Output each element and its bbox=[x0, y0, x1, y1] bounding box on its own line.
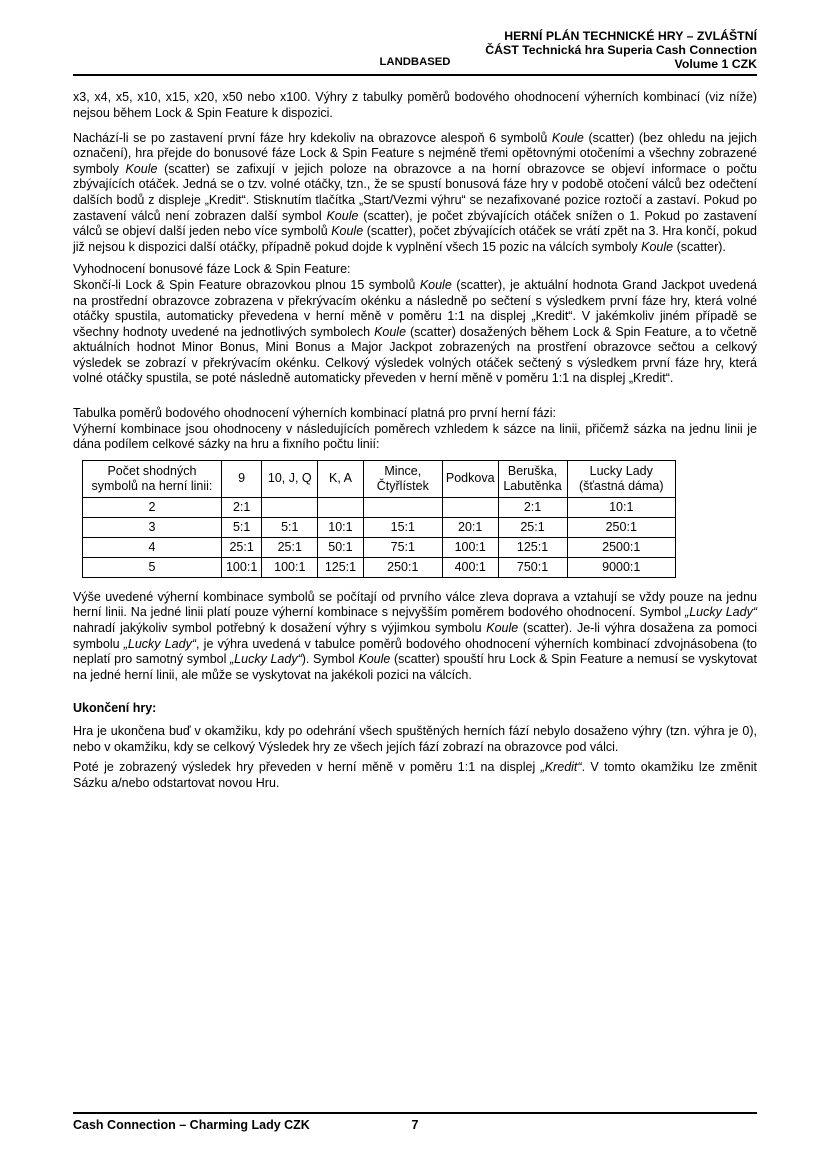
payout-table bbox=[82, 460, 676, 578]
table-header-cell: Podkova bbox=[442, 460, 498, 497]
landbased-label: LANDBASED bbox=[379, 55, 451, 68]
table-row bbox=[83, 537, 676, 557]
table-cell: 2 bbox=[83, 497, 222, 517]
table-cell: 4 bbox=[83, 537, 222, 557]
table-header-cell: 9 bbox=[221, 460, 262, 497]
table-cell: 10:1 bbox=[318, 517, 364, 537]
game-end-heading: Ukončení hry: bbox=[73, 701, 157, 716]
table-cell: 15:1 bbox=[363, 517, 442, 537]
paragraph-lock-spin-trigger: Nachází-li se po zastavení první fáze hry kdekoliv na obrazovce alespoň 6 symbolů Koule (scatter) (bez ohledu na jejich označení), hra přejde do bonusové fáze Lock & Spin Feature s nejméně třemi opětovnými otočeními a všechny zobrazené symboly Koule (scatter) se zafixují v jejich poloze na obrazovce a na horní obrazovce se objeví informace o počtu zbývajících otáček. Jedná se o tzv. volné otáčky, tzn., že se spustí bonusová fáze hry v podobě otočení válců bez odečtení dalších bodů z displeje „Kredit“. Stisknutím tlačítka „Start/Vezmi výhru“ se nezafixované pozice roztočí a zastaví. Pokud po zastavení válců není zobrazen další symbol Koule (scatter), je počet zbývajících otáček snížen o 1. Pokud po zastavení válců se objeví další jeden nebo více symbolů Koule (scatter), počet zbývajících otáček se vrátí zpět na 3. Hra končí, pokud již nejsou k dispozici další otáčky, případně pokud dojde k vyplnění všech 15 pozic na válcích symboly Koule (scatter). bbox=[73, 130, 757, 254]
table-cell: 9000:1 bbox=[567, 557, 676, 577]
table-cell: 25:1 bbox=[262, 537, 318, 557]
table-cell: 25:1 bbox=[498, 517, 567, 537]
table-header-cell: Lucky Lady (šťastná dáma) bbox=[567, 460, 676, 497]
table-header-cell: Beruška, Labutěnka bbox=[498, 460, 567, 497]
footer-document-name: Cash Connection – Charming Lady CZK bbox=[73, 1118, 310, 1132]
table-cell: 125:1 bbox=[318, 557, 364, 577]
paragraph-game-end: Hra je ukončena buď v okamžiku, kdy po odehrání všech spuštěných herních fází nebylo dosaženo výhry (tzn. výhra je 0), nebo v okamžiku, kdy se celkový Výsledek hry ze všech jejích fází zobrazí na obrazovce pod válci. bbox=[73, 724, 757, 754]
paragraph-evaluation: Skončí-li Lock & Spin Feature obrazovkou plnou 15 symbolů Koule (scatter), je aktuální hodnota Grand Jackpot uvedená na prostřední obrazovce zobrazena v překrývacím okénku a následně po sečtení s výsledkem první fáze hry, která volné otáčky spustila, automaticky převedena v herní měně v poměru 1:1 na displej „Kredit“. V jakémkoliv jiném případě se všechny hodnoty uvedené na jednotlivých symbolech Koule (scatter) dosažených během Lock & Spin Feature, a to včetně aktuálních hodnot Minor Bonus, Mini Bonus a Major Jackpot zobrazených na prostření obrazovce sečtou a celkový výsledek se zobrazí v překrývacím okénku. Celkový výsledek volných otáček sečtený s výsledkem první fáze hry, která volné otáčky spustila, se poté následně automaticky převeden v herní měně v poměru 1:1 na displej „Kredit“. bbox=[73, 277, 757, 386]
table-cell bbox=[262, 497, 318, 517]
paragraph-multipliers: x3, x4, x5, x10, x15, x20, x50 nebo x100. Výhry z tabulky poměrů bodového ohodnocení výherních kombinací (viz níže) nejsou během Lock & Spin Feature k dispozici. bbox=[73, 90, 757, 120]
table-cell: 3 bbox=[83, 517, 222, 537]
table-cell: 100:1 bbox=[442, 537, 498, 557]
table-row bbox=[83, 557, 676, 577]
title-line-2: ČÁST Technická hra Superia Cash Connection bbox=[485, 42, 757, 57]
page-content bbox=[73, 0, 757, 791]
table-cell: 5:1 bbox=[262, 517, 318, 537]
table-header-cell: 10, J, Q bbox=[262, 460, 318, 497]
table-cell: 20:1 bbox=[442, 517, 498, 537]
table-cell: 2500:1 bbox=[567, 537, 676, 557]
footer-page-number: 7 bbox=[411, 1118, 419, 1132]
table-row bbox=[83, 497, 676, 517]
table-cell bbox=[318, 497, 364, 517]
table-cell: 5:1 bbox=[221, 517, 262, 537]
table-header-row bbox=[83, 460, 676, 497]
page-header bbox=[73, 0, 757, 76]
table-cell bbox=[442, 497, 498, 517]
paragraph-win-combinations: Výše uvedené výherní kombinace symbolů se počítají od prvního válce zleva doprava a vztahují se vždy pouze na jednu herní linii. Na jedné linii platí pouze výherní kombinace s nejvyšším poměrem bodového ohodnocení. Symbol „Lucky Lady“ nahradí jakýkoliv symbol potřebný k dosažení výhry s výjimkou symbolu Koule (scatter). Je-li výhra dosažena za pomoci symbolu „Lucky Lady“, je výhra uvedená v tabulce poměrů bodového ohodnocení výherních kombinací zdvojnásobena (to neplatí pro samotný symbol „Lucky Lady“). Symbol Koule (scatter) spouští hru Lock & Spin Feature a nemusí se vyskytovat na jedné herní linii, ale může se vyskytovat na jakékoli pozici na válcích. bbox=[73, 589, 757, 682]
table-cell: 100:1 bbox=[262, 557, 318, 577]
table-cell bbox=[363, 497, 442, 517]
table-cell: 50:1 bbox=[318, 537, 364, 557]
table-cell: 125:1 bbox=[498, 537, 567, 557]
table-intro-rest: Výherní kombinace jsou ohodnoceny v následujících poměrech vzhledem k sázce na linii, přičemž sázka na jednu linii je dána podílem celkové sázky na hru a fixního počtu linií: bbox=[73, 421, 757, 452]
table-cell: 75:1 bbox=[363, 537, 442, 557]
table-cell: 400:1 bbox=[442, 557, 498, 577]
table-cell: 10:1 bbox=[567, 497, 676, 517]
table-cell: 250:1 bbox=[567, 517, 676, 537]
title-line-1: HERNÍ PLÁN TECHNICKÉ HRY – ZVLÁŠTNÍ bbox=[504, 29, 757, 43]
title-line-3: Volume 1 CZK bbox=[674, 56, 757, 71]
page-footer bbox=[73, 1112, 757, 1134]
table-cell: 100:1 bbox=[221, 557, 262, 577]
table-header-cell: Počet shodných symbolů na herní linii: bbox=[83, 460, 222, 497]
paragraph-credit-transfer: Poté je zobrazený výsledek hry převeden v herní měně v poměru 1:1 na displej „Kredit“. V tomto okamžiku lze změnit Sázku a/nebo odstartovat novou Hru. bbox=[73, 760, 758, 790]
section-table-intro bbox=[73, 406, 757, 453]
table-header-cell: K, A bbox=[318, 460, 364, 497]
table-row bbox=[83, 517, 676, 537]
section-evaluation bbox=[73, 262, 757, 387]
table-cell: 2:1 bbox=[498, 497, 567, 517]
table-cell: 750:1 bbox=[498, 557, 567, 577]
table-cell: 2:1 bbox=[221, 497, 262, 517]
table-cell: 250:1 bbox=[363, 557, 442, 577]
table-cell: 25:1 bbox=[221, 537, 262, 557]
table-intro-line1: Tabulka poměrů bodového ohodnocení výherních kombinací platná pro první herní fázi: bbox=[73, 406, 556, 421]
table-header-cell: Mince, Čtyřlístek bbox=[363, 460, 442, 497]
table-cell: 5 bbox=[83, 557, 222, 577]
evaluation-heading: Vyhodnocení bonusové fáze Lock & Spin Feature: bbox=[73, 262, 351, 277]
